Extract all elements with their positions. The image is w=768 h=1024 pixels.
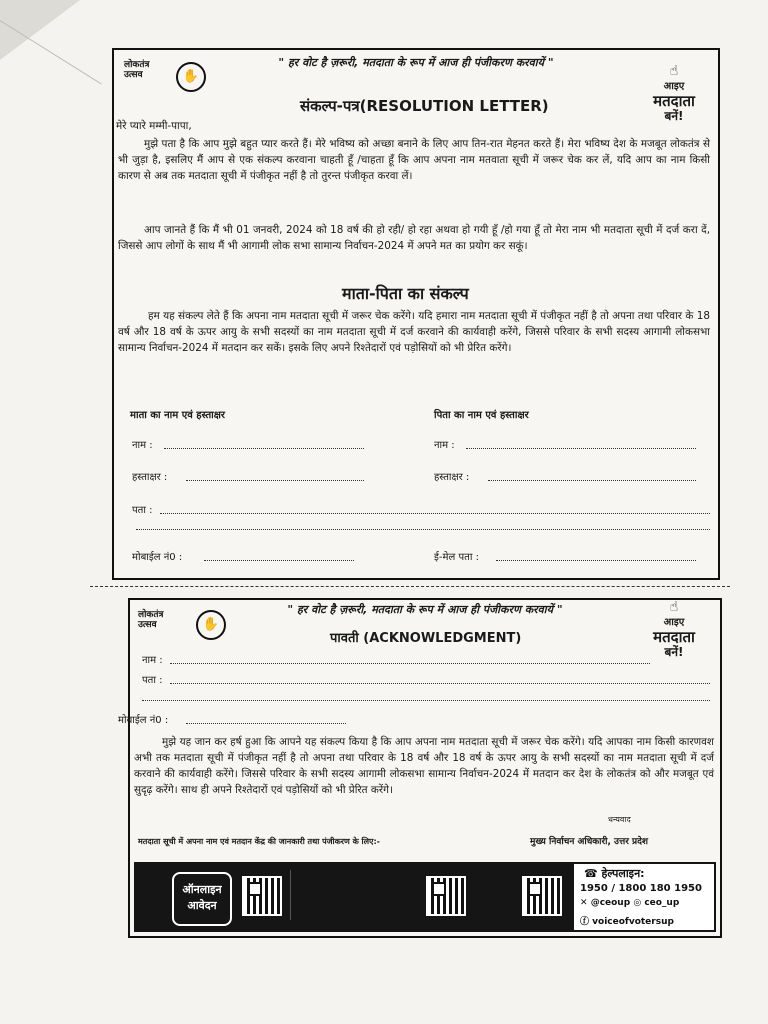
logo-text: बनें! xyxy=(664,109,684,123)
mother-signature-field[interactable] xyxy=(186,480,364,481)
officer-text: मुख्य निर्वाचन अधिकारी, उत्तर प्रदेश xyxy=(530,837,649,847)
cut-line xyxy=(90,586,730,587)
salutation: मेरे प्यारे मम्मी-पापा, xyxy=(116,120,192,132)
badge-text: ऑनलाइन xyxy=(182,883,222,896)
helpline-label-text: हेल्पलाइन: xyxy=(601,867,645,880)
email-field[interactable] xyxy=(496,560,696,561)
father-heading: पिता का नाम एवं हस्ताक्षर xyxy=(434,410,529,421)
address-label: पता : xyxy=(132,505,153,516)
ack-address-field[interactable] xyxy=(170,683,710,684)
footer-info-text xyxy=(290,870,415,920)
ack-mobile-label: मोबाईल नं0 : xyxy=(118,715,169,726)
election-emblem-icon: ✋ xyxy=(176,62,206,92)
logo-text: लोकतंत्र xyxy=(138,610,164,620)
logo-text: लोकतंत्र xyxy=(124,60,150,70)
father-signature-label: हस्ताक्षर : xyxy=(434,472,470,483)
parents-resolution-heading: माता-पिता का संकल्प xyxy=(342,284,469,303)
logo-text: मतदाता xyxy=(653,92,695,110)
mobile-label: मोबाईल नं0 : xyxy=(132,552,183,563)
slogan: " हर वोट है ज़रूरी, मतदाता के रूप में आज ही पंजीकरण करवायें " xyxy=(278,56,554,69)
helpline-label xyxy=(584,866,645,881)
father-name-label: नाम : xyxy=(434,440,455,451)
email-label: ई-मेल पता : xyxy=(434,552,479,563)
phone-icon: ☎ xyxy=(584,867,598,880)
aaiye-matdata-bane-logo xyxy=(642,64,706,124)
facebook-handle[interactable]: voiceofvotersup xyxy=(592,917,674,927)
resolution-letter-form xyxy=(112,48,720,580)
instagram-handle[interactable]: ceo_up xyxy=(644,898,680,908)
address-field-line2[interactable] xyxy=(136,529,710,530)
badge-text: आवेदन xyxy=(187,899,217,912)
slogan: " हर वोट है ज़रूरी, मतदाता के रूप में आज ही पंजीकरण करवायें " xyxy=(287,603,563,616)
mobile-field[interactable] xyxy=(204,560,354,561)
mother-name-field[interactable] xyxy=(164,448,364,449)
qr-code-icon[interactable] xyxy=(426,876,466,916)
address-field[interactable] xyxy=(160,513,710,514)
voter-info-text: मतदाता सूची में अपना नाम एवं मतदान केंद्र की जानकारी तथा पंजीकरण के लिए:- xyxy=(138,837,380,846)
ack-name-label: नाम : xyxy=(142,655,163,666)
facebook-icon: ⓕ xyxy=(580,917,590,927)
logo-text: उत्सव xyxy=(138,620,157,630)
qr-code-icon[interactable] xyxy=(522,876,562,916)
facebook-handle-row xyxy=(580,914,674,927)
acknowledgment-form xyxy=(118,598,722,938)
loktantra-utsav-logo xyxy=(138,610,163,630)
mother-name-label: नाम : xyxy=(132,440,153,451)
logo-text: आइए xyxy=(663,617,685,628)
paragraph-1: मुझे पता है कि आप मुझे बहुत प्यार करते हैं। मेरे भविष्य को अच्छा बनाने के लिए आप तिन-रात मेहनत करते हैं। मेरा भविष्य देश के मजबूत लोकतंत्र से भी जुड़ा है, इसलिए मैं आप से एक संकल्प करवाना चाहती हूँ /चाहता हूँ कि आप अपना नाम मतवाता सूची में जरूर चेक कर लें, यदि आप का नाम किसी कारण से अब तक मतदाता सूची में पंजीकृत नहीं है तो तुरन्त पंजीकृत करवा लें। xyxy=(118,138,710,182)
helpline-panel xyxy=(574,864,714,930)
helpline-numbers[interactable]: 1950 / 1800 180 1950 xyxy=(580,883,702,894)
election-emblem-icon: ✋ xyxy=(196,610,226,640)
paragraph-3: हम यह संकल्प लेते हैं कि अपना नाम मतदाता सूची में जरूर चेक करेंगे। यदि हमारा नाम मतदाता सूची में पंजीकृत नहीं है तो अपना तथा परिवार के 18 वर्ष और 18 वर्ष के ऊपर आयु के सभी सदस्यों का नाम मतदाता सूची में दर्ज करवाने की कार्यवाही करेंगे, जिससे परिवार के सभी सदस्य आगामी लोकसभा सामान्य निर्वाचन-2024 में मतदान कर सकें। इसके लिए अपने रिश्तेदारों एवं पड़ोसियों को भी प्रेरित करेंगे। xyxy=(118,310,710,354)
mother-heading: माता का नाम एवं हस्ताक्षर xyxy=(130,410,226,421)
online-application-badge xyxy=(172,872,232,926)
instagram-icon: ◎ xyxy=(633,898,642,908)
logo-text: आइए xyxy=(663,81,685,92)
ack-address-field-line2[interactable] xyxy=(142,700,710,701)
mother-signature-label: हस्ताक्षर : xyxy=(132,472,168,483)
folded-corner xyxy=(0,0,80,60)
ack-name-field[interactable] xyxy=(170,663,650,664)
logo-text: बनें! xyxy=(664,645,684,659)
aaiye-matdata-bane-logo xyxy=(642,600,706,660)
footer-info-text xyxy=(474,870,518,920)
ack-mobile-field[interactable] xyxy=(186,723,346,724)
paragraph-2: आप जानते हैं कि मैं भी 01 जनवरी, 2024 को 18 वर्ष की हो रही/ हो रहा अथवा हो गयी हूँ /हो गया हूँ तो मेरा नाम भी मतदाता सूची में दर्ज करा दें, जिससे आप लोगों के साथ मैं भी आगामी लोक सभा सामान्य निर्वाचन-2024 में अपने मत का प्रयोग कर सकूं। xyxy=(118,224,710,252)
pointing-hand-icon: ☝ xyxy=(669,63,679,79)
social-handles xyxy=(580,898,679,908)
thanks-text: धन्यवाद xyxy=(608,815,631,824)
ack-title: पावती (ACKNOWLEDGMENT) xyxy=(330,631,522,646)
footer-banner xyxy=(134,862,716,932)
logo-text: उत्सव xyxy=(124,70,143,80)
x-handle[interactable]: @ceoup xyxy=(590,898,631,908)
form-title: संकल्प-पत्र(RESOLUTION LETTER) xyxy=(300,97,549,115)
logo-text: मतदाता xyxy=(653,628,695,646)
father-name-field[interactable] xyxy=(466,448,696,449)
loktantra-utsav-logo xyxy=(124,60,149,80)
ack-paragraph: मुझे यह जान कर हर्ष हुआ कि आपने यह संकल्प किया है कि आप अपना नाम मतदाता सूची में जरूर चेक करेंगे। यदि आपका नाम किसी कारणवश अभी तक मतदाता सूची में पंजीकृत नहीं है तो अपना तथा परिवार के 18 वर्ष और 18 वर्ष के ऊपर आयु के सभी सदस्यों का नाम मतदाता सूची में दर्ज करवाने की कार्यवाही करेंगे। जिससे परिवार के सभी सदस्य आगामी लोकसभा सामान्य निर्वाचन-2024 में मतदान कर देश के लोकतंत्र को और मजबूत एवं सुदृढ़ करेंगे। साथ ही अपने रिश्तेदारों एवं पड़ोसियों को भी प्रेरित करेंगे। xyxy=(134,736,714,796)
qr-code-icon[interactable] xyxy=(242,876,282,916)
ack-address-label: पता : xyxy=(142,675,163,686)
pointing-hand-icon: ☝ xyxy=(669,599,679,615)
father-signature-field[interactable] xyxy=(488,480,696,481)
x-icon: ✕ xyxy=(580,898,588,908)
